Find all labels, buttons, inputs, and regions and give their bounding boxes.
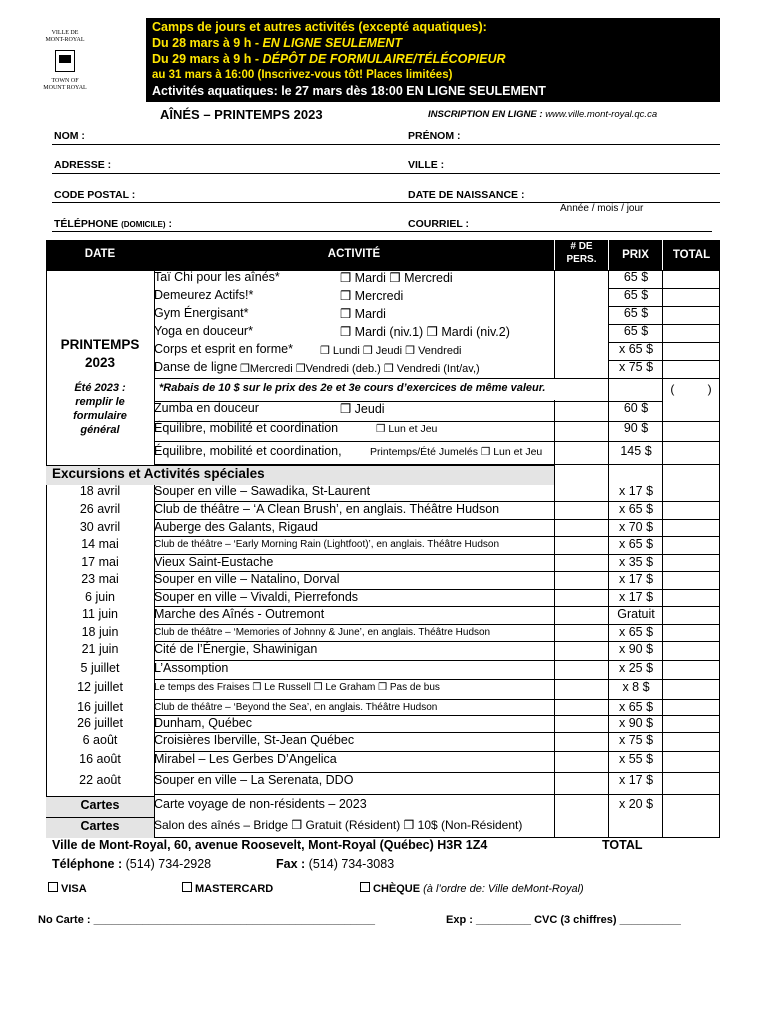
cheque-option[interactable]	[356, 882, 584, 895]
page-title: AÎNÉS – PRINTEMPS 2023	[160, 107, 323, 122]
excursion-label: Club de théâtre – ‘A Clean Brush’, en anglais. Théâtre Hudson	[154, 502, 500, 516]
excursions-title: Excursions et Activités spéciales	[52, 466, 265, 481]
activity-label: Zumba en douceur	[154, 401, 259, 415]
mastercard-label: MASTERCARD	[195, 883, 274, 895]
activity-price: 65 $	[623, 270, 649, 284]
total-cell-line	[662, 342, 720, 343]
excursion-date: 22 août	[79, 773, 121, 787]
activity-price: 65 $	[623, 306, 649, 320]
date-hint: Année / mois / jour	[560, 203, 644, 214]
excursion-date: 5 juillet	[80, 661, 120, 675]
col-line-pers	[554, 270, 555, 378]
logo-bottom-text: TOWN OF MOUNT ROYAL	[43, 78, 87, 91]
prenom-label: PRÉNOM :	[408, 130, 461, 142]
excursion-price: x 25 $	[618, 661, 654, 675]
excursion-price: x 90 $	[618, 642, 654, 656]
excursion-date: 23 mai	[81, 572, 119, 586]
activity-options[interactable]: ❒ Mardi ❒ Mercredi	[340, 271, 453, 285]
header-pers: # DE PERS.	[554, 240, 608, 270]
banner-line-3a: Du 29 mars à 9 h -	[152, 52, 263, 66]
fax-label: Fax :	[276, 857, 306, 871]
banner-line-2a: Du 28 mars à 9 h -	[152, 36, 263, 50]
banner-line-3b: DÉPÔT DE FORMULAIRE/TÉLÉCOPIEUR	[262, 52, 506, 66]
excursion-price: x 8 $	[622, 680, 650, 694]
date-naissance-label: DATE DE NAISSANCE :	[408, 189, 525, 201]
cheque-checkbox-icon[interactable]	[360, 882, 370, 892]
excursion-price: x 17 $	[618, 484, 654, 498]
telephone-small: (DOMICILE)	[121, 220, 166, 229]
excursion-label: Le temps des Fraises ❒ Le Russell ❒ Le Graham ❒ Pas de bus	[154, 682, 440, 693]
banner-line-2b: EN LIGNE SEULEMENT	[262, 36, 403, 50]
activity-price: 65 $	[623, 324, 649, 338]
footer-total-label: TOTAL	[602, 838, 643, 852]
banner-line-2	[152, 35, 714, 51]
banner-line-1: Camps de jours et autres activités (excepté aquatiques):	[152, 20, 487, 34]
adresse-field[interactable]	[52, 173, 720, 174]
excursion-date: 21 juin	[81, 642, 119, 656]
excursion-label: Mirabel – Les Gerbes D’Angelica	[154, 752, 337, 766]
visa-option[interactable]	[44, 882, 87, 895]
mastercard-checkbox-icon[interactable]	[182, 882, 192, 892]
activity-options[interactable]: ❒ Mardi	[340, 307, 386, 321]
ville-label: VILLE :	[408, 159, 445, 171]
excursion-label: Souper en ville – La Serenata, DDO	[154, 773, 354, 787]
excursion-price: x 55 $	[618, 752, 654, 766]
season-note: Été 2023 : remplir le formulaire général	[73, 382, 127, 436]
activity-row	[154, 288, 404, 303]
excursion-label: Auberge des Galants, Rigaud	[154, 520, 318, 534]
visa-checkbox-icon[interactable]	[48, 882, 58, 892]
excursion-date: 17 mai	[81, 555, 119, 569]
cartes-date: Cartes	[80, 819, 120, 833]
excursion-label: Souper en ville – Sawadika, St-Laurent	[154, 484, 371, 498]
visa-label: VISA	[61, 883, 87, 895]
excursion-price: x 17 $	[618, 590, 654, 604]
excursion-price: x 35 $	[618, 555, 654, 569]
online-registration-label: INSCRIPTION EN LIGNE :	[428, 109, 543, 120]
activity-options[interactable]: ❒ Jeudi	[340, 402, 385, 416]
season-label	[46, 336, 154, 372]
activity-options[interactable]: ❒Mercredi ❒Vendredi (deb.) ❒ Vendredi (Int/av,)	[240, 363, 480, 375]
banner-line-4: au 31 mars à 16:00 (Inscrivez-vous tôt! Places limitées)	[152, 69, 453, 81]
header-total: TOTAL	[662, 240, 720, 270]
season-year: 2023	[84, 355, 116, 370]
activity-label: Demeurez Actifs!*	[154, 288, 254, 302]
nom-label: NOM :	[54, 130, 85, 142]
excursion-date: 12 juillet	[77, 680, 123, 694]
activity-price: 145 $	[620, 444, 652, 458]
online-registration	[428, 109, 657, 120]
phone-number: (514) 734-2928	[125, 857, 212, 871]
banner-line-3	[152, 51, 714, 67]
activity-row	[154, 401, 385, 416]
excursion-price: x 65 $	[618, 502, 654, 516]
town-logo	[30, 30, 100, 100]
cartes-price: x 20 $	[618, 797, 654, 811]
activity-row	[154, 444, 543, 458]
total-cell-line	[662, 306, 720, 307]
excursion-date: 14 mai	[81, 537, 119, 551]
activity-price: x 65 $	[618, 342, 654, 356]
total-cell-line	[662, 360, 720, 361]
footer-fax	[276, 857, 394, 871]
nom-field[interactable]	[52, 144, 720, 145]
activity-price: 65 $	[623, 288, 649, 302]
excursion-price: x 75 $	[618, 733, 654, 747]
telephone-text: TÉLÉPHONE	[54, 218, 119, 230]
code-postal-label: CODE POSTAL :	[54, 189, 136, 201]
activity-options[interactable]: ❒ Lun et Jeu	[376, 423, 438, 435]
cheque-note: (à l’ordre de: Ville deMont-Royal)	[423, 883, 584, 895]
season-name: PRINTEMPS	[60, 337, 140, 352]
activity-options[interactable]: Printemps/Été Jumelés ❒ Lun et Jeu	[370, 446, 543, 458]
row-line	[154, 794, 720, 795]
excursion-date: 26 juillet	[77, 716, 123, 730]
excursion-price: Gratuit	[617, 607, 655, 621]
excursion-label: Souper en ville – Vivaldi, Pierrefonds	[154, 590, 359, 604]
courriel-label: COURRIEL :	[408, 218, 470, 230]
activity-price: x 75 $	[618, 360, 654, 374]
telephone-label: TÉLÉPHONE (DOMICILE) :	[54, 218, 172, 230]
crest-icon	[55, 50, 75, 72]
excursion-date: 30 avril	[79, 520, 121, 534]
activity-label: Équilibre, mobilité et coordination	[154, 421, 339, 435]
excursion-price: x 65 $	[618, 625, 654, 639]
cartes-date: Cartes	[80, 798, 120, 812]
excursion-label: Marche des Aînés - Outremont	[154, 607, 325, 621]
excursion-price: x 65 $	[618, 537, 654, 551]
total-cell-line	[662, 288, 720, 289]
excursion-label: L’Assomption	[154, 661, 229, 675]
row-line	[154, 441, 720, 442]
excursion-label: Club de théâtre – ‘Memories of Johnny & June’, en anglais. Théâtre Hudson	[154, 627, 491, 638]
activity-label: Corps et esprit en forme*	[154, 342, 293, 356]
excursion-label: Club de théâtre – ‘Early Morning Rain (Lightfoot)’, en anglais. Théâtre Hudson	[154, 539, 500, 550]
excursion-label: Vieux Saint-Eustache	[154, 555, 274, 569]
excursion-date: 18 avril	[79, 484, 121, 498]
excursion-date: 26 avril	[79, 502, 121, 516]
mastercard-option[interactable]	[178, 882, 273, 895]
excursion-price: x 70 $	[618, 520, 654, 534]
excursion-label: Dunham, Québec	[154, 716, 252, 730]
footer-address: Ville de Mont-Royal, 60, avenue Roosevelt, Mont-Royal (Québec) H3R 1Z4	[52, 838, 488, 852]
activity-label: Danse de ligne	[154, 360, 238, 374]
online-registration-url[interactable]: www.ville.mont-royal.qc.ca	[545, 109, 658, 120]
excursion-date: 18 juin	[81, 625, 119, 639]
header-date: DATE	[46, 248, 154, 260]
activity-row	[154, 270, 453, 285]
activity-options[interactable]: ❒ Lundi ❒ Jeudi ❒ Vendredi	[320, 345, 462, 357]
activity-label: Gym Énergisant*	[154, 306, 249, 320]
cartes-label: Carte voyage de non-résidents – 2023	[154, 797, 367, 811]
excursion-label: Souper en ville – Natalino, Dorval	[154, 572, 340, 586]
activity-row	[154, 360, 480, 375]
excursion-date: 16 août	[79, 752, 121, 766]
activity-options[interactable]: ❒ Mardi (niv.1) ❒ Mardi (niv.2)	[340, 325, 510, 339]
cheque-label: CHÈQUE	[373, 883, 421, 895]
rabais-text: *Rabais de 10 $ sur le prix des 2e et 3e cours d’exercices de même valeur.	[159, 382, 546, 394]
excursion-price: x 17 $	[618, 773, 654, 787]
excursion-date: 6 août	[82, 733, 118, 747]
excursion-label: Club de théâtre – ‘Beyond the Sea’, en anglais. Théâtre Hudson	[154, 702, 438, 713]
excursion-date: 11 juin	[82, 607, 118, 621]
telephone-field[interactable]	[52, 231, 712, 232]
excursion-label: Croisières Iberville, St-Jean Québec	[154, 733, 355, 747]
adresse-label: ADRESSE :	[54, 159, 112, 171]
fax-number: (514) 734-3083	[308, 857, 395, 871]
total-cell-line	[662, 324, 720, 325]
logo-top-text: VILLE DE MONT-ROYAL	[45, 30, 85, 43]
excursion-date: 6 juin	[85, 590, 115, 604]
excursion-date: 16 juillet	[77, 700, 123, 714]
activity-label: Équilibre, mobilité et coordination,	[154, 444, 342, 458]
banner-line-5: Activités aquatiques: le 27 mars dès 18:00 EN LIGNE SEULEMENT	[152, 84, 546, 98]
total-cell-line	[662, 378, 720, 379]
excursion-price: x 90 $	[618, 716, 654, 730]
activity-price: 90 $	[623, 421, 649, 435]
excursion-label: Cité de l’Énergie, Shawinigan	[154, 642, 318, 656]
registration-banner	[146, 18, 720, 102]
activity-row	[154, 342, 462, 357]
header-prix: PRIX	[608, 240, 662, 270]
card-number-field[interactable]: No Carte : ______________________________________________	[38, 914, 376, 926]
activity-row	[154, 306, 386, 321]
exp-cvc-field[interactable]: Exp : _________ CVC (3 chiffres) __________	[446, 914, 681, 926]
rabais-total[interactable]: ( )	[670, 382, 712, 396]
sep	[46, 465, 154, 466]
activity-label: Taï Chi pour les aînés*	[154, 270, 280, 284]
activity-row	[154, 421, 438, 435]
activity-price: 60 $	[623, 401, 649, 415]
phone-label: Téléphone :	[52, 857, 123, 871]
activity-label: Yoga en douceur*	[154, 324, 253, 338]
excursion-price: x 17 $	[618, 572, 654, 586]
activity-options[interactable]: ❒ Mercredi	[340, 289, 404, 303]
header-activite: ACTIVITÉ	[327, 248, 381, 260]
cartes-label: Salon des aînés – Bridge ❒ Gratuit (Résident) ❒ 10$ (Non-Résident)	[154, 818, 523, 832]
footer-phone	[52, 857, 211, 871]
activity-row	[154, 324, 510, 339]
excursion-price: x 65 $	[618, 700, 654, 714]
